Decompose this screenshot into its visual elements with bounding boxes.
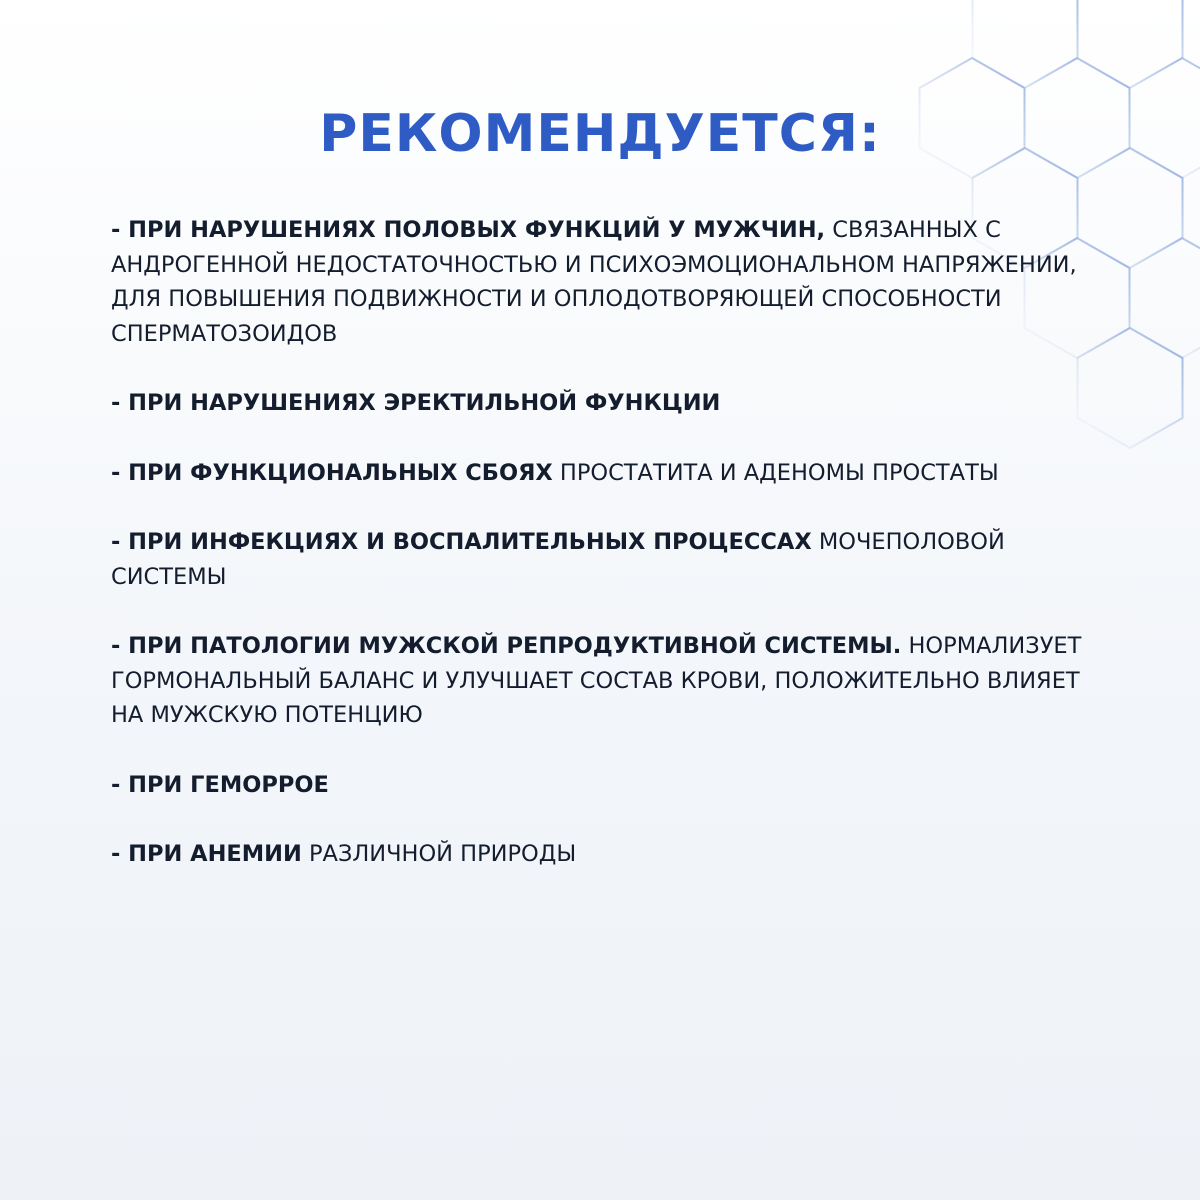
list-item [111,837,1111,872]
item-bold-text: - ПРИ ГЕМОРРОЕ [111,771,329,798]
honeycomb-cell [1130,238,1200,358]
item-bold-text: - ПРИ НАРУШЕНИЯХ ЭРЕКТИЛЬНОЙ ФУНКЦИИ [111,390,721,416]
list-item [111,629,1111,733]
item-bold-text: - ПРИ ФУНКЦИОНАЛЬНЫХ СБОЯХ [111,459,553,486]
honeycomb-cell [1078,0,1183,88]
item-bold-text: - ПРИ НАРУШЕНИЯХ ПОЛОВЫХ ФУНКЦИЙ У МУЖЧИН, [111,217,826,243]
list-item [111,768,1111,803]
list-item [111,456,1111,491]
list-item [111,386,1111,421]
item-rest-text: ПРОСТАТИТА И АДЕНОМЫ ПРОСТАТЫ [559,459,999,486]
item-rest-text: НОРМАЛИЗУЕТ ГОРМОНАЛЬНЫЙ БАЛАНС И УЛУЧШАЕТ СОСТАВ КРОВИ, ПОЛОЖИТЕЛЬНО ВЛИЯЕТ НА МУЖСКУЮ ПОТЕНЦИЮ [111,633,1082,728]
item-bold-text: - ПРИ АНЕМИИ [111,841,302,867]
item-rest-text: МОЧЕПОЛОВОЙ СИСТЕМЫ [111,529,1005,590]
list-item [111,213,1111,351]
item-rest-text: СВЯЗАННЫХ С АНДРОГЕННОЙ НЕДОСТАТОЧНОСТЬЮ И ПСИХОЭМОЦИОНАЛЬНОМ НАПРЯЖЕНИИ, ДЛЯ ПОВЫШЕНИЯ ПОДВИЖНОСТИ И ОПЛОДОТВОРЯЮЩЕЙ СПОСОБНОСТИ СПЕРМАТОЗОИДОВ [111,217,1077,347]
recommendations-list [111,213,1111,872]
item-bold-text: - ПРИ ИНФЕКЦИЯХ И ВОСПАЛИТЕЛЬНЫХ ПРОЦЕССАХ [111,529,812,555]
item-rest-text: РАЗЛИЧНОЙ ПРИРОДЫ [308,841,577,867]
page-title: РЕКОМЕНДУЕТСЯ: [319,104,881,164]
list-item [111,525,1111,594]
item-bold-text: - ПРИ ПАТОЛОГИИ МУЖСКОЙ РЕПРОДУКТИВНОЙ СИСТЕМЫ. [111,633,902,659]
honeycomb-cell [973,0,1078,88]
